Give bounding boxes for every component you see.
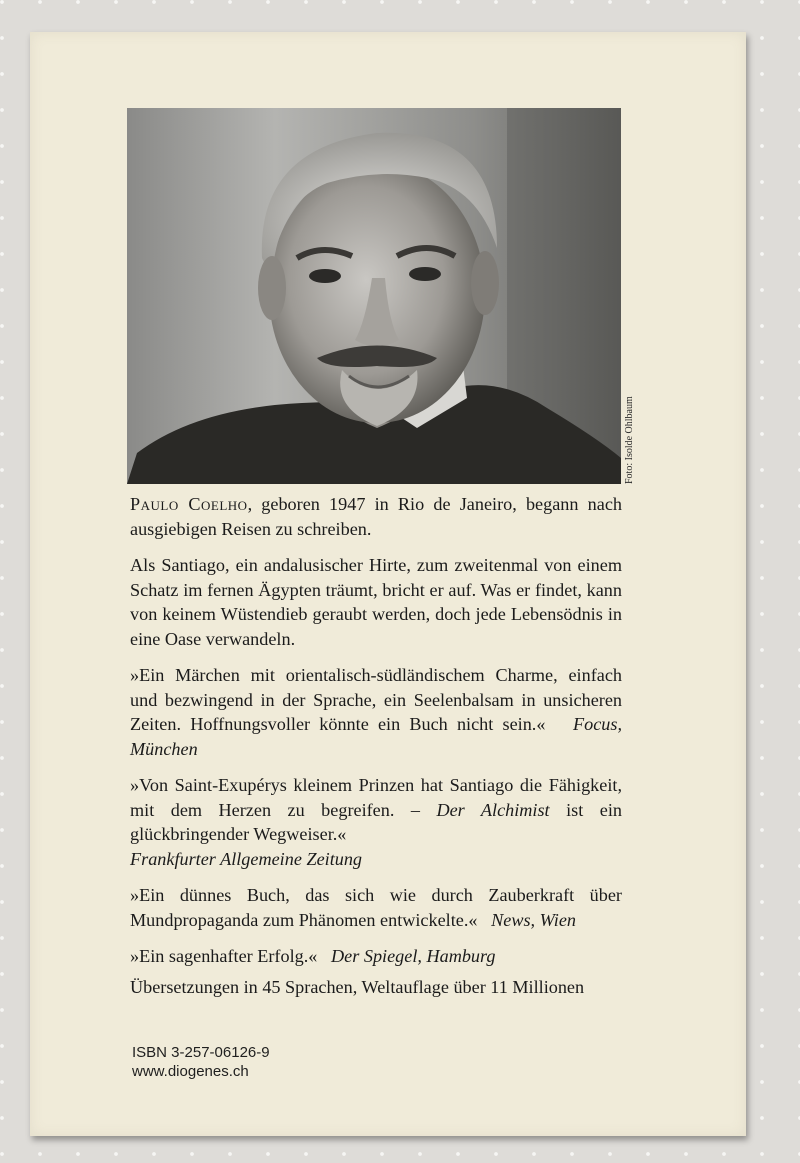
publisher-website: www.diogenes.ch bbox=[132, 1063, 249, 1080]
quote-text: »Ein dünnes Buch, das sich wie durch Zauberkraft über Mundpropaganda zum Phänomen entwickelte.« bbox=[130, 885, 622, 930]
quote-text-continued: ist ein glückbringender Wegweiser.« bbox=[130, 799, 623, 844]
photo-credit: Foto: Isolde Ohlbaum bbox=[624, 396, 635, 484]
translations-note: Übersetzungen in 45 Sprachen, Weltauflage über 11 Millionen bbox=[130, 976, 585, 997]
quote-source: Der Spiegel, Hamburg bbox=[331, 946, 496, 966]
quote-text: »Von Saint-Exupérys kleinem Prinzen hat Santiago die Fähigkeit, mit dem Herzen zu begreifen. – bbox=[130, 775, 622, 820]
isbn-block bbox=[132, 1043, 270, 1081]
quote-source: Focus, München bbox=[130, 714, 622, 759]
synopsis: Als Santiago, ein andalusischer Hirte, zum zweitenmal von einem Schatz im fernen Ägypten träumt, bricht er auf. Was er findet, kann von keinem Wüstendieb geraubt werden, doch jede Lebensödnis in eine Oase verwandeln. bbox=[130, 555, 622, 649]
back-cover-text bbox=[130, 492, 622, 1011]
quote-faz bbox=[130, 773, 622, 871]
quote-spiegel bbox=[130, 944, 622, 969]
author-bio bbox=[130, 492, 622, 541]
author-bio-text: , geboren 1947 in Rio de Janeiro, begann nach ausgiebigen Reisen zu schreiben. bbox=[130, 494, 622, 539]
quote-news bbox=[130, 883, 622, 932]
quote-source: News, Wien bbox=[491, 909, 577, 930]
author-name: Paulo Coelho bbox=[130, 494, 248, 514]
quote-source: Frankfurter Allgemeine Zeitung bbox=[130, 848, 363, 869]
author-portrait-image bbox=[127, 108, 621, 484]
quote-text: »Ein sagenhafter Erfolg.« bbox=[130, 946, 318, 966]
book-title: Der Alchimist bbox=[436, 799, 550, 820]
quote-text: »Ein Märchen mit orientalisch-südländischem Charme, einfach und bezwingend in der Sprache, ein Seelenbalsam in unsicheren Zeiten. Hoffnungsvoller könnte ein Buch nicht sein.« bbox=[130, 665, 622, 734]
author-photo bbox=[127, 108, 621, 484]
isbn-number: ISBN 3-257-06126-9 bbox=[132, 1044, 270, 1061]
quote-focus bbox=[130, 663, 622, 761]
